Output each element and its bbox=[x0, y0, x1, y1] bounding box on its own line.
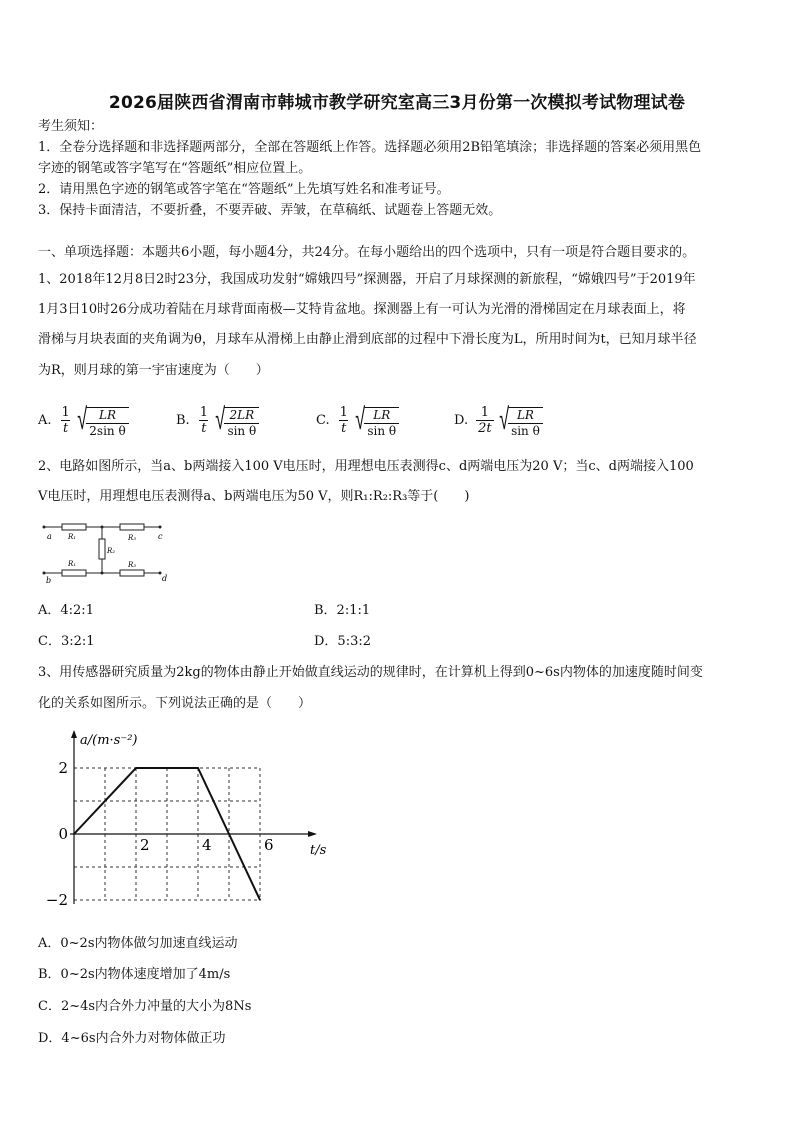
x-axis-arrow bbox=[308, 831, 317, 837]
label-r2: R₂ bbox=[107, 547, 116, 555]
radicand-num: 2LR bbox=[229, 407, 255, 422]
q1-line: 1、2018年12月8日2时23分，我国成功发射“嫦娥四号”探测器，开启了月球探测的新旅程，“嫦娥四号”于2019年 bbox=[38, 272, 696, 287]
q2-line: V电压时，用理想电压表测得a、b两端电压为50 V，则R₁:R₂:R₃等于( ) bbox=[38, 489, 470, 504]
q1-option-a[interactable]: A. $\frac{1}{t}$ √ $\frac{LR}{\text{2sin θ}}$ bbox=[38, 398, 129, 442]
q1-option-c[interactable]: C. $\frac{1}{t}$ √ $\frac{LR}{\text{sin θ}}$ bbox=[316, 398, 399, 442]
label-r3-bot: R₃ bbox=[128, 561, 137, 569]
x-tick-label: 2 bbox=[140, 836, 150, 854]
q1-line: 1月3日10时26分成功着陆在月球背面南极—艾特肯盆地。探测器上有一可认为光滑的滑梯固定在月球表面上，将 bbox=[38, 302, 686, 317]
option-label: A. bbox=[38, 412, 52, 428]
notice-item: 字迹的钢笔或答字笔写在“答题纸”相应位置上。 bbox=[38, 161, 312, 176]
radicand-den: 2sin θ bbox=[86, 423, 128, 439]
q1-line: 为R，则月球的第一宇宙速度为（ ） bbox=[38, 363, 269, 378]
circuit-diagram bbox=[40, 519, 172, 585]
data-point bbox=[197, 767, 199, 769]
coef-num: 1 bbox=[480, 404, 489, 420]
y-tick-label: 2 bbox=[58, 759, 68, 777]
q3-line: 化的关系如图所示。下列说法正确的是（ ） bbox=[38, 696, 312, 711]
q3-option-c[interactable]: C．2~4s内合外力冲量的大小为8Ns bbox=[38, 999, 252, 1014]
radicand-num: LR bbox=[98, 407, 116, 422]
q3-option-b[interactable]: B．0~2s内物体速度增加了4m/s bbox=[38, 967, 231, 982]
data-point bbox=[259, 899, 261, 901]
coef-num: 1 bbox=[61, 404, 70, 420]
radicand-num: LR bbox=[516, 407, 534, 422]
data-point bbox=[73, 833, 75, 835]
section-heading: 一、单项选择题：本题共6小题，每小题4分，共24分。在每小题给出的四个选项中，只有一项是符合题目要求的。 bbox=[38, 245, 696, 260]
notice-heading: 考生须知： bbox=[38, 119, 104, 134]
q3-option-d[interactable]: D．4~6s内合外力对物体做正功 bbox=[38, 1031, 226, 1046]
terminal-b: b bbox=[46, 576, 52, 585]
notice-item: 2．请用黑色字迹的钢笔或答字笔在“答题纸”上先填写姓名和准考证号。 bbox=[38, 182, 450, 197]
label-r3-top: R₃ bbox=[128, 534, 137, 542]
q2-option-b[interactable]: B．2:1:1 bbox=[314, 603, 371, 618]
y-axis-label: a/(m·s⁻²) bbox=[80, 733, 138, 748]
terminal-c: c bbox=[158, 532, 163, 541]
radicand-den: sin θ bbox=[364, 423, 399, 439]
q1-line: 滑梯与月块表面的夹角调为θ，月球车从滑梯上由静止滑到底部的过程中下滑长度为L，所用时间为t，已知月球半径 bbox=[38, 332, 697, 347]
q2-option-d[interactable]: D．5:3:2 bbox=[314, 634, 371, 649]
radicand-num: LR bbox=[373, 407, 391, 422]
y-axis-arrow bbox=[71, 730, 77, 738]
q1-option-d[interactable]: D. $\frac{1}{2t}$ √ $\frac{LR}{\text{sin θ}}$ bbox=[454, 398, 543, 442]
coef-num: 1 bbox=[339, 404, 348, 420]
coef-den: 2t bbox=[478, 420, 492, 436]
q2-option-c[interactable]: C．3:2:1 bbox=[38, 634, 95, 649]
coef-den: t bbox=[201, 420, 207, 436]
q2-line: 2、电路如图所示，当a、b两端接入100 V电压时，用理想电压表测得c、d两端电压为20 V；当c、d两端接入100 bbox=[38, 459, 694, 474]
radicand-den: sin θ bbox=[508, 423, 543, 439]
x-tick-label: 6 bbox=[264, 836, 274, 854]
label-r1-bot: R₁ bbox=[68, 560, 77, 568]
x-axis-label: t/s bbox=[310, 843, 327, 858]
q1-option-b[interactable]: B. $\frac{1}{t}$ √ $\frac{2LR}{\text{sin θ}}$ bbox=[176, 398, 259, 442]
terminal-a: a bbox=[47, 532, 52, 541]
option-label: B. bbox=[176, 412, 190, 428]
coef-den: t bbox=[63, 420, 69, 436]
acceleration-time-chart bbox=[45, 728, 346, 918]
option-label: D. bbox=[454, 412, 469, 428]
q3-option-a[interactable]: A．0~2s内物体做匀加速直线运动 bbox=[38, 936, 238, 951]
y-tick-label: −2 bbox=[45, 891, 68, 909]
notice-item: 1．全卷分选择题和非选择题两部分，全部在答题纸上作答。选择题必须用2B铅笔填涂；非选择题的答案必须用黑色 bbox=[38, 140, 702, 155]
label-r1-top: R₁ bbox=[68, 533, 77, 541]
q2-option-a[interactable]: A．4:2:1 bbox=[38, 603, 94, 618]
page-title: 2026届陕西省渭南市韩城市教学研究室高三3月份第一次模拟考试物理试卷 bbox=[108, 93, 686, 113]
notice-item: 3．保持卡面清洁，不要折叠，不要弄破、弄皱，在草稿纸、试题卷上答题无效。 bbox=[38, 203, 502, 218]
x-tick-label: 4 bbox=[202, 836, 212, 854]
y-tick-label: 0 bbox=[58, 825, 68, 843]
q3-line: 3、用传感器研究质量为2kg的物体由静止开始做直线运动的规律时，在计算机上得到0~6s内物体的加速度随时间变 bbox=[38, 665, 703, 680]
radicand-den: sin θ bbox=[224, 423, 259, 439]
option-label: C. bbox=[316, 412, 330, 428]
terminal-d: d bbox=[162, 574, 168, 583]
data-point bbox=[135, 767, 137, 769]
coef-num: 1 bbox=[199, 404, 208, 420]
coef-den: t bbox=[341, 420, 347, 436]
